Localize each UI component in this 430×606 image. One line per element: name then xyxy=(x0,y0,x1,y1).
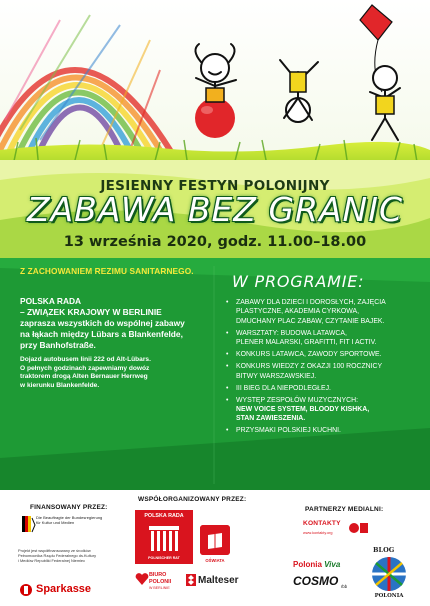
cofinancing-line: i Mediów Republiki Federalnej Niemiec xyxy=(18,558,86,563)
transport-info xyxy=(20,356,202,390)
oswiata-logo-icon xyxy=(200,525,230,555)
program-item-line: KONKURS LATAWCA, ZAWODY SPORTOWE. xyxy=(236,351,382,359)
program-item xyxy=(226,362,426,381)
kontakty-url: www.kontakty.org xyxy=(303,531,333,535)
event-date: 13 września 2020, godz. 11.00–18.00 xyxy=(63,234,367,250)
transport-line: O pełnych godzinach zapewniamy dowóz xyxy=(20,364,150,372)
program-item xyxy=(226,298,426,326)
program-item-line: KONKURS WIEDZY Z OKAZJI 100 ROCZNICY xyxy=(236,363,383,371)
bullet-icon: • xyxy=(226,329,229,337)
children-drawing-illustration xyxy=(0,0,430,180)
program-item xyxy=(226,350,426,359)
transport-line: traktorem drogą Alten Bernauer Herrweg xyxy=(20,373,148,380)
program-item xyxy=(226,396,426,424)
transport-line: w kierunku Blankenfelde. xyxy=(20,381,100,389)
cofinancing-note xyxy=(18,548,130,563)
oswiata-name: OŚWIATA xyxy=(205,558,225,563)
organizer-invitation xyxy=(20,296,202,351)
program-item-line: PLASTYCZNE, AKADEMIA CYRKOWA, xyxy=(236,308,360,316)
program-title: W PROGRAMIE: xyxy=(232,272,365,291)
polonia-viva-logo xyxy=(293,560,340,569)
bkm-line: für Kultur und Medien xyxy=(36,520,75,525)
bkm-text xyxy=(36,515,136,525)
bkm-line: Die Beauftragte der Bundesregierung xyxy=(36,515,103,520)
program-item-line: PRZYSMAKI POLSKIEJ KUCHNI. xyxy=(236,427,341,435)
invitation-line: POLSKA RADA xyxy=(20,296,82,306)
biuro-line: POLONII xyxy=(149,579,172,585)
media-partners-label: PARTNERZY MEDIALNI: xyxy=(305,506,384,513)
bullet-icon: • xyxy=(226,299,229,306)
kontakty-name: KONTAKTY xyxy=(303,520,341,527)
program-item-line: WYSTĘP ZESPOŁÓW MUZYCZNYCH: xyxy=(236,396,358,404)
bullet-icon: • xyxy=(226,396,229,404)
polonia-word: POLONIA xyxy=(374,593,404,599)
biuro-line: BIURO xyxy=(149,572,167,578)
rada-logo-title: POLSKA RADA xyxy=(144,513,184,519)
polska-rada-logo xyxy=(135,510,193,564)
event-title: ZABAWA BEZ GRANIC xyxy=(27,190,403,229)
program-item-line: III BIEG DLA NIEPODLEGŁEJ. xyxy=(236,384,331,392)
program-item-line: ZABAWY DLA DZIECI I DOROSŁYCH, ZAJĘCIA xyxy=(236,299,386,306)
rada-logo-subtitle: POLNISCHER RAT xyxy=(148,556,180,560)
financed-by-label: FINANSOWANY PRZEZ: xyxy=(30,504,108,511)
cofinancing-line: Pełnomocnika Rządu Federalnego ds.Kultury xyxy=(18,553,97,558)
bullet-icon: • xyxy=(226,351,229,359)
program-item-line: PLENER MALARSKI, GRAFITTI, FIT I ACTIV. xyxy=(236,339,377,347)
viva-word: Viva xyxy=(324,560,341,569)
band-names: NEW VOICE SYSTEM, BLOODY KISHKA, xyxy=(236,406,370,414)
blog-word: BLOG xyxy=(373,546,395,554)
sanitary-notice: Z ZACHOWANIEM REZIMU SANITARNEGO. xyxy=(20,266,194,276)
event-subtitle: JESIENNY FESTYN POLONIJNY xyxy=(100,178,330,194)
bullet-icon: • xyxy=(226,427,229,435)
biuro-polonii-logo xyxy=(135,572,175,600)
festival-illustration xyxy=(0,0,430,180)
cosmo-rbb: rbb xyxy=(341,584,348,589)
malteser-name: Malteser xyxy=(198,575,239,586)
polonia-word: Polonia xyxy=(293,560,322,569)
flags-globe-icon xyxy=(368,555,410,593)
coorganized-by-label: WSPÓŁORGANIZOWANY PRZEZ: xyxy=(138,496,247,503)
program-item xyxy=(226,426,426,435)
program-item-line: BITWY WARSZAWSKIEJ. xyxy=(236,372,317,380)
program-item xyxy=(226,329,426,348)
program-item-line: DMUCHANY PLAC ZABAW, CZYTANIE BAJEK. xyxy=(236,317,385,325)
cofinancing-line: Projekt jest współfinansowany ze środków xyxy=(18,548,91,553)
program-item-line: WARSZTATY: BUDOWA LATAWCA, xyxy=(236,329,347,337)
sparkasse-name: Sparkasse xyxy=(36,583,92,595)
program-list xyxy=(226,298,426,438)
band-names: STAN ZAWIESZENIA. xyxy=(236,415,306,423)
invitation-line: – ZWIĄZEK KRAJOWY W BERLINIE xyxy=(20,307,162,317)
program-item xyxy=(226,384,426,393)
bullet-icon: • xyxy=(226,384,229,392)
invitation-line: na łąkach między Lübars a Blankenfelde, xyxy=(20,329,183,339)
maltese-cross-icon xyxy=(186,574,196,586)
biuro-heart-icon xyxy=(135,572,149,586)
transport-line: Dojazd autobusem linii 222 od Alt-Lübars. xyxy=(20,356,151,363)
invitation-line: zaprasza wszystkich do wspólnej zabawy xyxy=(20,318,185,328)
invitation-line: przy Banhofstraße. xyxy=(20,340,96,350)
biuro-line: W BERLINIE xyxy=(149,586,170,590)
bullet-icon: • xyxy=(226,363,229,371)
cosmo-logo: COSMO xyxy=(293,574,339,588)
